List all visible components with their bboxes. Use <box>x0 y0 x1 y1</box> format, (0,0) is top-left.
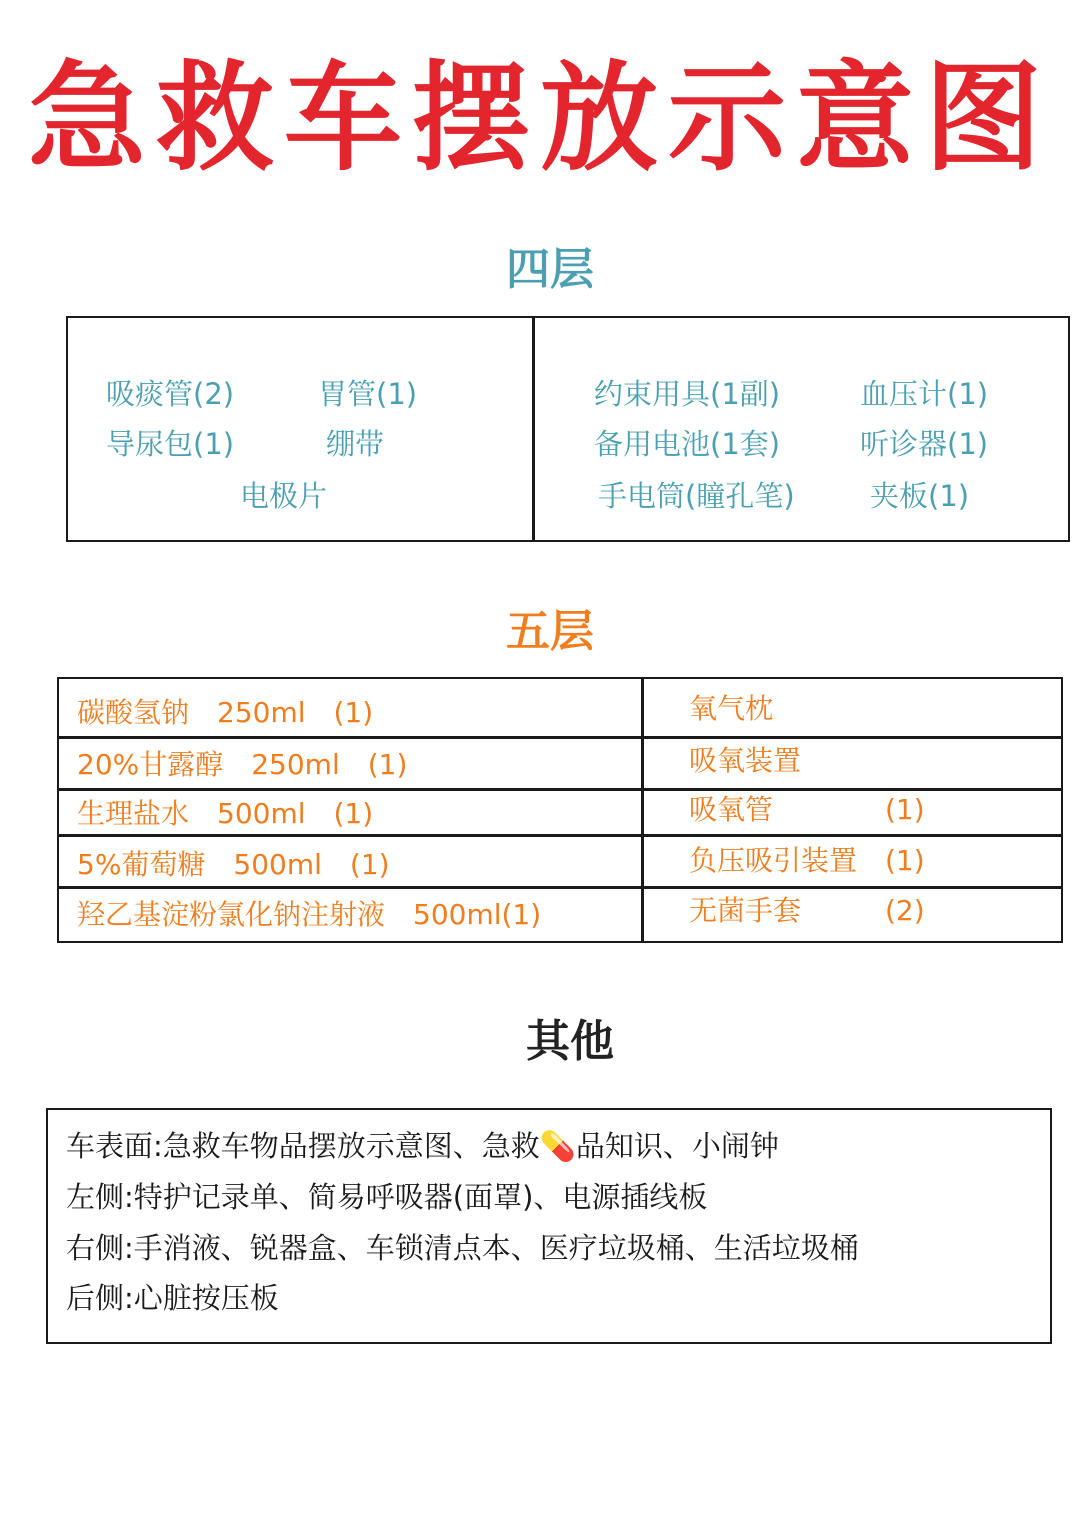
layer5-left-cell: 20%甘露醇 250ml (1) <box>77 748 408 781</box>
layer5-right-cell: 吸氧管 (1) <box>689 793 925 826</box>
page-title: 急救车摆放示意图 <box>27 49 1052 187</box>
layer4-item: 血压计(1) <box>860 377 989 411</box>
layer4-item: 胃管(1) <box>318 377 418 411</box>
other-line: 左侧:特护记录单、简易呼吸器(面罩)、电源插线板 <box>66 1180 708 1214</box>
layer5-right-cell: 吸氧装置 <box>689 744 802 777</box>
layer5-right-cell: 无菌手套 (2) <box>689 894 925 927</box>
layer5-heading: 五层 <box>506 606 594 657</box>
layer5-left-cell: 生理盐水 500ml (1) <box>77 797 374 830</box>
layer4-box <box>66 316 1070 542</box>
layer5-left-cell: 5%葡萄糖 500ml (1) <box>77 848 390 881</box>
layer5-table <box>57 677 1063 943</box>
layer5-row-divider <box>59 886 1061 889</box>
other-box <box>46 1108 1052 1344</box>
layer4-item: 导尿包(1) <box>106 427 235 461</box>
other-line: 车表面:急救车物品摆放示意图、急救💊品知识、小闹钟 <box>66 1129 779 1163</box>
other-line: 后侧:心脏按压板 <box>66 1281 279 1315</box>
layer4-item: 绷带 <box>326 427 385 461</box>
layer5-right-cell: 氧气枕 <box>689 692 774 725</box>
layer5-right-cell: 负压吸引装置 (1) <box>689 844 925 877</box>
layer4-item: 备用电池(1套) <box>594 427 781 461</box>
layer4-item: 电极片 <box>240 479 328 513</box>
layer5-left-cell: 碳酸氢钠 250ml (1) <box>77 696 374 729</box>
layer5-row-divider <box>59 736 1061 739</box>
layer5-row-divider <box>59 834 1061 837</box>
layer4-item: 吸痰管(2) <box>106 377 235 411</box>
layer4-item: 听诊器(1) <box>860 427 989 461</box>
layer4-heading: 四层 <box>506 244 594 295</box>
layer4-divider <box>532 318 535 540</box>
layer4-item: 夹板(1) <box>870 479 970 513</box>
layer5-column-divider <box>641 679 644 941</box>
other-heading: 其他 <box>526 1016 614 1067</box>
layer4-item: 约束用具(1副) <box>594 377 781 411</box>
layer5-left-cell: 羟乙基淀粉氯化钠注射液 500ml(1) <box>77 898 542 931</box>
layer4-item: 手电筒(瞳孔笔) <box>598 479 795 513</box>
other-line: 右侧:手消液、锐器盒、车锁清点本、医疗垃圾桶、生活垃圾桶 <box>66 1231 859 1265</box>
